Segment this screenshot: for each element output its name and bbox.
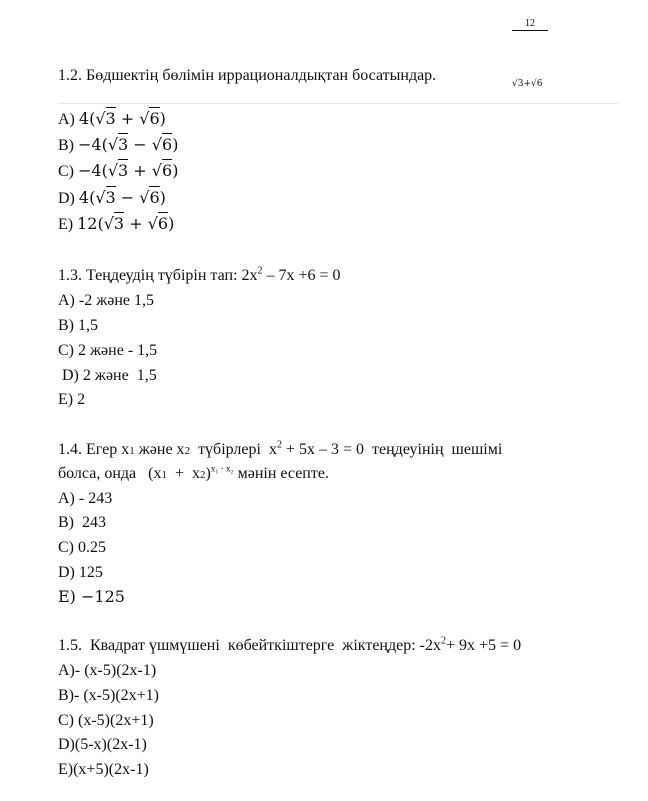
- q15-text-b: + 9x +5 = 0: [446, 637, 522, 654]
- fraction-denominator: √3+√6: [512, 79, 543, 89]
- page-number: 12: [512, 18, 548, 31]
- q14-text-2a: болса, онда (x: [58, 465, 162, 482]
- sqrt-sign: √: [107, 161, 119, 180]
- sqrt-sign: √: [151, 161, 162, 180]
- option-radicand-1: 3: [105, 188, 116, 207]
- option-label: B): [58, 137, 74, 154]
- q14-exponent: 2: [276, 439, 282, 451]
- option-label: A): [58, 111, 75, 128]
- question-1-2: [58, 66, 436, 86]
- option-operator: +: [128, 161, 152, 180]
- q14-option-b: B) 243: [58, 514, 106, 531]
- q12-option-e: [58, 214, 174, 235]
- q15-option-e: E)(x+5)(2x-1): [58, 761, 149, 778]
- option-suffix: ): [172, 161, 179, 180]
- q14-option-e: E) −125: [58, 587, 125, 606]
- question-1-4-line-1: [58, 440, 502, 461]
- sqrt-sign: √: [139, 109, 150, 128]
- option-prefix: 4(: [78, 109, 96, 128]
- option-radicand-2: 6: [149, 188, 160, 207]
- q14-text-2c: ): [205, 465, 211, 482]
- option-radicand-2: 6: [149, 109, 160, 128]
- option-radicand-1: 3: [113, 214, 125, 233]
- option-label: E): [58, 216, 74, 233]
- divider: [58, 103, 618, 104]
- option-prefix: 12(: [77, 214, 104, 233]
- option-suffix: ): [159, 188, 166, 207]
- q15-option-a: A)- (x-5)(2x-1): [58, 662, 157, 679]
- sqrt-sign: √: [147, 214, 158, 233]
- option-radicand-1: 3: [118, 135, 129, 154]
- option-label: C): [58, 163, 74, 180]
- q13-option-a: A) -2 және 1,5: [58, 292, 155, 309]
- question-1-3-exponent: 2: [257, 265, 263, 277]
- sqrt-sign: √: [95, 109, 106, 128]
- question-1-2-text: 1.2. Бөдшектің бөлімін иррационалдықтан босатындар.: [58, 67, 437, 84]
- q14-option-c: C) 0.25: [58, 539, 106, 556]
- q13-option-d: D) 2 және 1,5: [58, 367, 157, 384]
- q13-option-b: B) 1,5: [58, 317, 98, 334]
- q12-option-c: [58, 161, 178, 182]
- option-operator: −: [115, 188, 140, 207]
- option-prefix: 4(: [78, 188, 96, 207]
- q15-text-a: 1.5. Квадрат үшмүшені көбейткіштерге жіктеңдер: -2x: [58, 637, 441, 654]
- q14-text-1b: және x: [134, 441, 185, 458]
- q14-text-1c: түбірлері x: [190, 441, 277, 458]
- option-operator: +: [115, 109, 140, 128]
- question-1-4-line-2: [58, 464, 329, 485]
- option-operator: +: [124, 214, 148, 233]
- q14-sub-2: 2: [184, 445, 191, 457]
- option-suffix: ): [159, 109, 166, 128]
- option-prefix: −4(: [78, 135, 108, 154]
- q12-option-b: [58, 135, 178, 156]
- sqrt-sign: √: [107, 135, 119, 154]
- sqrt-sign: √: [95, 188, 106, 207]
- option-radicand-2: 6: [157, 214, 169, 233]
- question-1-3: [58, 266, 341, 286]
- q15-option-d: D)(5-x)(2x-1): [58, 736, 147, 753]
- q15-option-c: C) (x-5)(2x+1): [58, 712, 154, 729]
- sqrt-sign: √: [151, 135, 162, 154]
- option-operator: −: [128, 135, 152, 154]
- sqrt-sign: √: [139, 188, 150, 207]
- option-radicand-2: 6: [162, 135, 173, 154]
- option-label: D): [58, 190, 75, 207]
- option-radicand-2: 6: [162, 161, 173, 180]
- q14-sub-4: 2: [199, 469, 206, 481]
- option-suffix: ): [168, 214, 175, 233]
- q14-text-2d: мәнін есепте.: [233, 465, 329, 482]
- q14-sub-1: 1: [129, 445, 135, 457]
- q12-option-d: [58, 188, 166, 209]
- q14-option-d: D) 125: [58, 564, 103, 581]
- q15-exponent: 2: [441, 635, 446, 647]
- sqrt-sign: √: [103, 214, 114, 233]
- q12-option-a: [58, 109, 166, 130]
- q14-text-1d: + 5x – 3 = 0 теңдеуінің шешімі: [281, 441, 503, 458]
- option-prefix: −4(: [78, 161, 108, 180]
- q14-power: x₁ · x₂: [210, 463, 234, 474]
- q15-option-b: B)- (x-5)(2x+1): [58, 687, 159, 704]
- q14-option-a: A) - 243: [58, 490, 113, 507]
- question-1-3-text-a: 1.3. Теңдеудің түбірін тап: 2x: [58, 267, 258, 284]
- option-radicand-1: 3: [118, 161, 129, 180]
- option-suffix: ): [172, 135, 179, 154]
- q14-text-2b: + x: [166, 465, 200, 482]
- q13-option-c: C) 2 және - 1,5: [58, 342, 158, 359]
- q14-sub-3: 1: [161, 469, 167, 481]
- option-radicand-1: 3: [105, 109, 116, 128]
- q14-text-1a: 1.4. Егер x: [58, 441, 130, 458]
- question-1-3-text-b: – 7x +6 = 0: [262, 267, 341, 284]
- question-1-5: [58, 636, 521, 656]
- q13-option-e: E) 2: [58, 391, 86, 408]
